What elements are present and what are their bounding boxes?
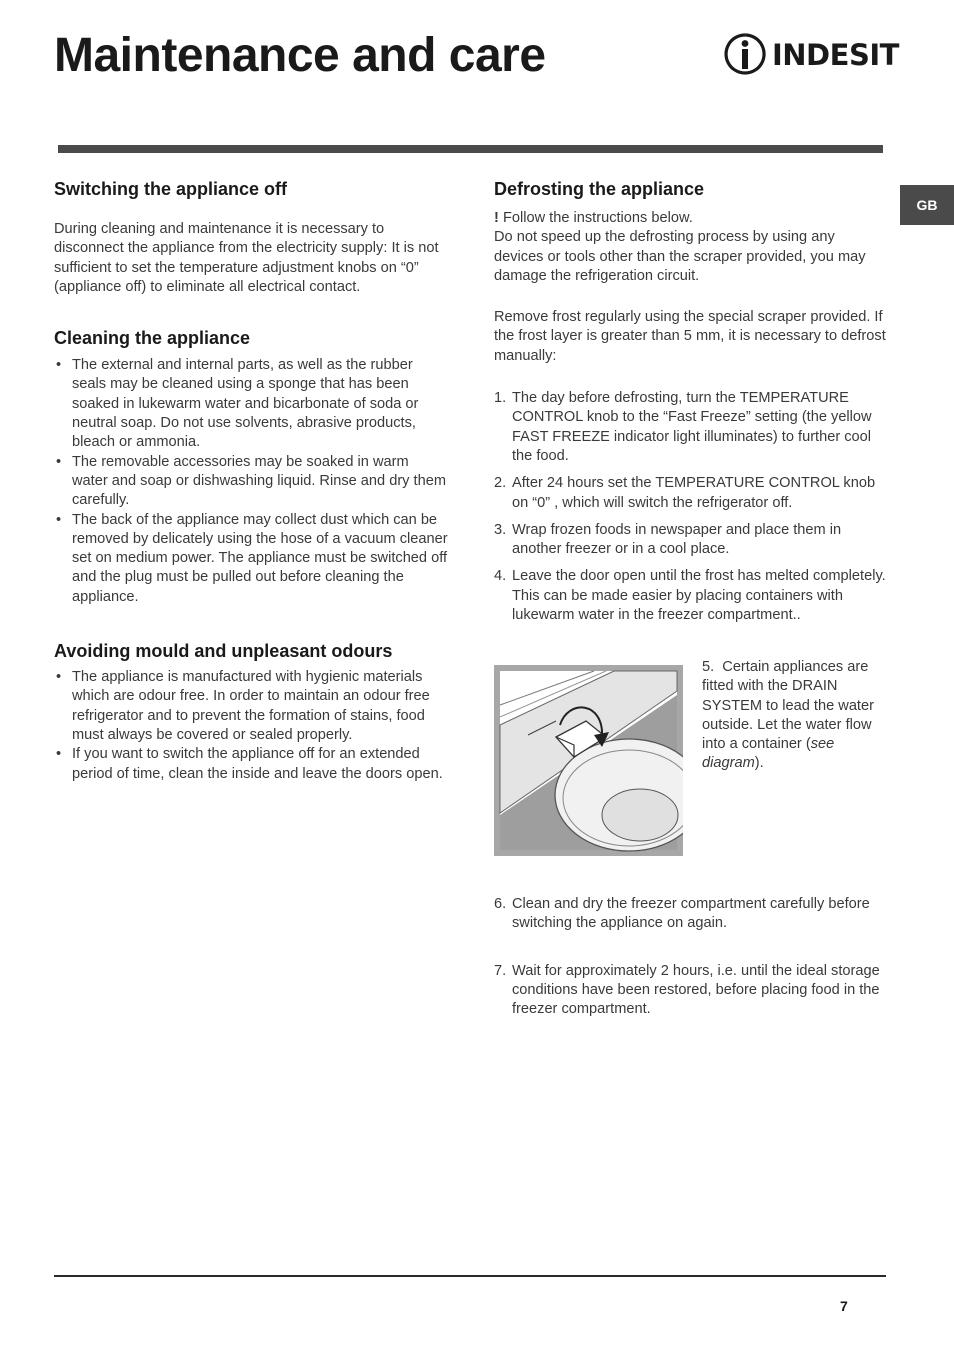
page-number: 7 [840, 1298, 848, 1314]
list-item: 3. Wrap frozen foods in newspaper and place them in another freezer or in a cool place. [494, 521, 842, 558]
switching-heading: Switching the appliance off [54, 179, 288, 199]
list-item: 4. Leave the door open until the frost has melted completely. This can be made easier by placing containers with lukewarm water in the freezer compartment.. [494, 568, 886, 624]
step-5: 5. Certain appliances are fitted with the DRAIN SYSTEM to lead the water outside. Let the water flow into a container (see diagram). [702, 659, 874, 772]
language-tab: GB [900, 185, 954, 225]
defrost-steps-continued [494, 895, 886, 1019]
list-item: • The external and internal parts, as well as the rubber seals may be cleaned using a sponge that has been soaked in lukewarm water and bicarbonate of soda or neutral soap. Do not use solvents, abrasive products, bleach or ammonia. [54, 356, 448, 452]
drain-system-diagram [494, 665, 683, 856]
defrost-paragraph-1: Do not speed up the defrosting process by using any devices or tools other than the scraper provided, you may damage the refrigeration circuit. [494, 229, 866, 284]
list-item: • The back of the appliance may collect dust which can be removed by delicately using the hose of a vacuum cleaner set on medium power. The appliance must be switched off and the plug must be pulled out before cleaning the appliance. [54, 511, 448, 607]
list-item: • The removable accessories may be soaked in warm water and soap or dishwashing liquid. Rinse and dry them carefully. [54, 453, 448, 511]
warning-text: Follow the instructions below. [502, 210, 693, 226]
footer-rule [54, 1275, 886, 1277]
indesit-logo-icon [724, 32, 766, 78]
list-item: 1. The day before defrosting, turn the TEMPERATURE CONTROL knob to the “Fast Freeze” setting (the yellow FAST FREEZE indicator light illuminates) to further cool the food. [494, 390, 872, 464]
mould-heading: Avoiding mould and unpleasant odours [54, 641, 393, 662]
right-column [494, 176, 886, 625]
warning-mark: ! [494, 210, 499, 226]
left-column [54, 176, 448, 784]
defrosting-heading: Defrosting the appliance [494, 179, 705, 199]
brand-logo [724, 32, 899, 78]
warning-line [494, 209, 886, 228]
switching-paragraph: During cleaning and maintenance it is necessary to disconnect the appliance from the electricity supply: It is not sufficient to set the temperature adjustment knobs on “0” (appliance off) to eliminate all electrical contact. [54, 221, 439, 295]
list-item: 6. Clean and dry the freezer compartment carefully before switching the appliance on again. [494, 896, 870, 932]
list-item: 7. Wait for approximately 2 hours, i.e. until the ideal storage conditions have been restored, before placing food in the freezer compartment. [494, 962, 880, 1018]
defrost-steps [494, 389, 886, 625]
list-item: • If you want to switch the appliance off for an extended period of time, clean the inside and leave the doors open. [54, 745, 448, 784]
brand-name: INDESIT [772, 38, 899, 72]
header-rule [58, 145, 883, 153]
list-item: 2. After 24 hours set the TEMPERATURE CONTROL knob on “0” , which will switch the refrigerator off. [494, 475, 876, 511]
cleaning-heading: Cleaning the appliance [54, 328, 251, 349]
defrost-paragraph-2: Remove frost regularly using the special scraper provided. If the frost layer is greater than 5 mm, it is necessary to defrost manually: [494, 309, 886, 364]
mould-list [54, 668, 448, 784]
list-item: • The appliance is manufactured with hygienic materials which are odour free. In order to maintain an odour free refrigerator and to prevent the formation of stains, food must always be covered or sealed properly. [54, 668, 448, 745]
page-title: Maintenance and care [54, 29, 546, 82]
cleaning-list [54, 356, 448, 607]
